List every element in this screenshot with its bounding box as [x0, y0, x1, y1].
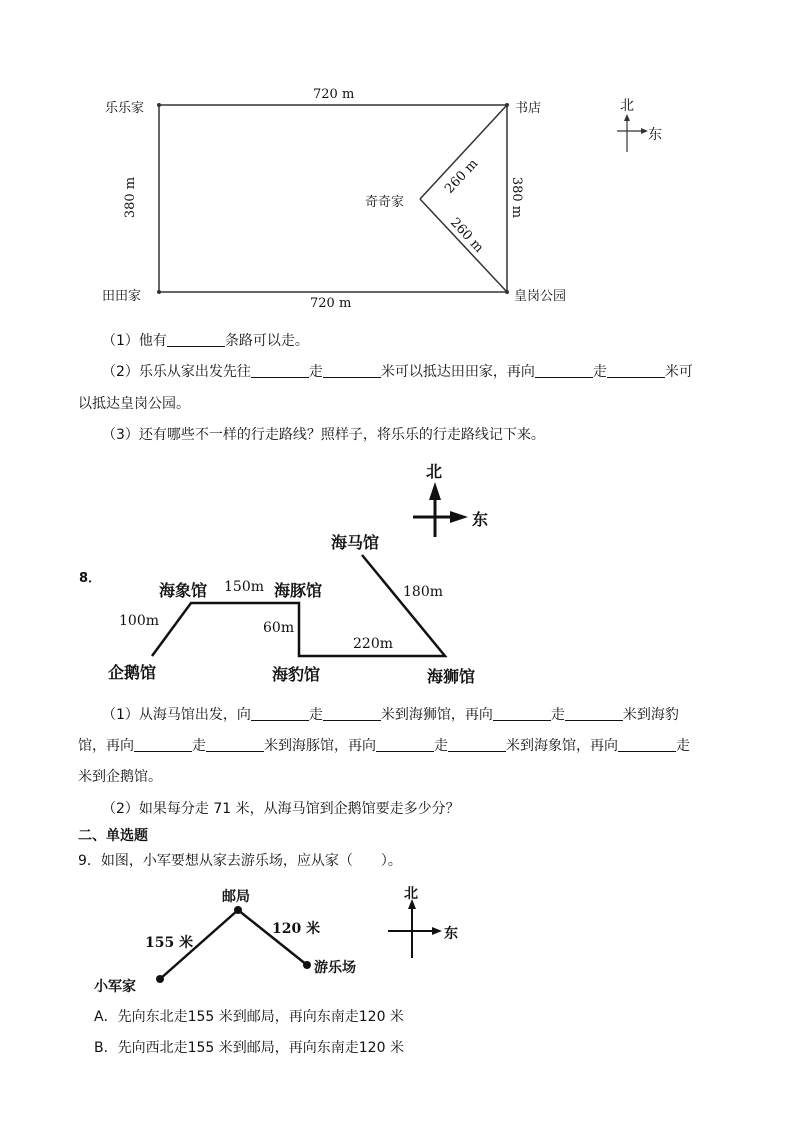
- map1-distance-right: 380 m: [509, 176, 525, 219]
- q8-compass-north-label: 北: [426, 462, 443, 481]
- q8-number: 8．: [79, 571, 102, 586]
- map1-dot-bookstore: [505, 103, 509, 107]
- q9-dot-playground: [303, 961, 311, 969]
- answer-blank[interactable]: [323, 706, 381, 721]
- map1-label-park: 皇岗公园: [514, 289, 567, 304]
- q8-sub1-text-g: 走: [192, 738, 206, 754]
- q8-distance-dolphin-leopard: 60m: [263, 620, 295, 636]
- q8-label-elephant-seal: 海象馆: [159, 581, 208, 600]
- q9-distance-post-playground: 120 米: [272, 921, 321, 937]
- q8-label-dolphin: 海豚馆: [274, 581, 323, 600]
- q7-sub1-text-b: 条路可以走。: [224, 333, 309, 349]
- q8-distance-penguin-elephant: 100m: [119, 613, 159, 629]
- q8-compass-east-arrow: [450, 511, 468, 523]
- q8-sub1-text-i: 走: [434, 738, 448, 754]
- q8-distance-elephant-dolphin: 150m: [224, 579, 264, 595]
- q8-compass-east-label: 东: [472, 510, 489, 529]
- q9-option-b[interactable]: B．先向西北走155 米到邮局，再向东南走120 米: [94, 1040, 404, 1056]
- map1-label-bookstore: 书店: [515, 101, 542, 116]
- map1-label-lele-home: 乐乐家: [105, 101, 145, 116]
- q8-distance-seahorse-sealion: 180m: [403, 584, 443, 600]
- answer-blank[interactable]: [251, 363, 309, 378]
- q8-route: [152, 555, 445, 656]
- q7-sub2-text-b: 走: [308, 364, 323, 380]
- answer-blank[interactable]: [251, 706, 309, 721]
- map1-label-tiantian-home: 田田家: [102, 289, 142, 304]
- map1-compass-east-label: 东: [648, 127, 662, 143]
- q8-sub1-text-e: 米到海豹: [622, 707, 679, 723]
- answer-blank[interactable]: [323, 363, 381, 378]
- q7-sub2-text-d: 走: [592, 364, 607, 380]
- map1-compass-east-arrow: [641, 128, 648, 134]
- q8-sub1-text-h: 米到海豚馆，再向: [264, 738, 376, 754]
- q9-option-a[interactable]: A．先向东北走155 米到邮局，再向东南走120 米: [94, 1009, 404, 1025]
- q9-compass-north-label: 北: [404, 886, 418, 902]
- answer-blank[interactable]: [493, 706, 551, 721]
- q8-sub1-text-k: 走: [676, 738, 690, 754]
- q8-label-leopard-seal: 海豹馆: [272, 665, 321, 684]
- q9-stem: 9．如图，小军要想从家去游乐场，应从家（ ）。: [78, 853, 402, 869]
- map1-distance-qiqi-park: 260 m: [447, 215, 487, 256]
- q7-sub2-continued: 以抵达皇岗公园。: [78, 396, 190, 412]
- q9-dot-home: [156, 975, 164, 983]
- map1-distance-bottom: 720 m: [310, 296, 352, 311]
- q8-sub1-text-b: 走: [308, 707, 323, 723]
- map1-distance-qiqi-bookstore: 260 m: [442, 156, 482, 197]
- q8-sub1-text-a: （1）从海马馆出发，向: [102, 707, 251, 723]
- map1-rectangle: [159, 105, 507, 292]
- q9-label-home: 小军家: [94, 979, 136, 995]
- answer-blank[interactable]: [618, 737, 676, 752]
- q8-sub1-text-f: 馆，再向: [78, 738, 134, 754]
- q8-compass-north-arrow: [429, 482, 441, 500]
- q7-sub2-text-a: （2）乐乐从家出发先往: [102, 364, 251, 380]
- answer-blank[interactable]: [565, 706, 623, 721]
- q7-sub2-text-c: 米可以抵达田田家，再向: [380, 364, 535, 380]
- answer-blank[interactable]: [607, 363, 665, 378]
- map1-dot-tiantian: [157, 290, 161, 294]
- q7-sub2: [102, 362, 693, 382]
- answer-blank[interactable]: [167, 332, 225, 347]
- q7-sub1-text-a: （1）他有: [102, 333, 167, 349]
- q9-compass-east-label: 东: [444, 926, 458, 942]
- q9-dot-post: [234, 906, 242, 914]
- q9-compass-east-arrow: [432, 927, 442, 935]
- map1-distance-left: 380 m: [123, 176, 139, 219]
- q8-sub1-line1: [102, 705, 679, 725]
- q8-sub1-text-j: 米到海象馆，再向: [506, 738, 618, 754]
- q9-label-playground: 游乐场: [314, 960, 356, 976]
- map1-dot-park: [505, 290, 509, 294]
- q8-label-penguin: 企鹅馆: [108, 663, 157, 682]
- map1-dot-lele: [157, 103, 161, 107]
- q8-label-seahorse: 海马馆: [331, 533, 380, 552]
- answer-blank[interactable]: [206, 737, 264, 752]
- q7-sub1: [102, 331, 309, 351]
- map1-compass-north-label: 北: [620, 98, 634, 114]
- map1-compass-north-arrow: [624, 114, 630, 121]
- map1-distance-top: 720 m: [313, 87, 355, 102]
- q9-label-post-office: 邮局: [222, 889, 250, 905]
- answer-blank[interactable]: [535, 363, 593, 378]
- answer-blank[interactable]: [448, 737, 506, 752]
- q8-sub1-text-c: 米到海狮馆，再向: [380, 707, 493, 723]
- q7-sub3: （3）还有哪些不一样的行走路线？照样子，将乐乐的行走路线记下来。: [102, 427, 545, 443]
- q8-sub1-line2: [78, 736, 690, 756]
- q8-distance-leopard-sealion: 220m: [353, 636, 393, 652]
- q8-sub1-line3: 米到企鹅馆。: [78, 769, 162, 785]
- answer-blank[interactable]: [376, 737, 434, 752]
- map1-line-qiqi-park: [420, 199, 507, 292]
- q8-sub1-text-d: 走: [550, 707, 565, 723]
- map1-label-qiqi-home: 奇奇家: [365, 195, 405, 210]
- q8-label-sea-lion: 海狮馆: [427, 667, 476, 686]
- q7-sub2-text-e: 米可: [664, 364, 693, 380]
- answer-blank[interactable]: [134, 737, 192, 752]
- q8-sub2: （2）如果每分走 71 米，从海马馆到企鹅馆要走多少分？: [102, 801, 460, 817]
- q9-distance-home-post: 155 米: [145, 935, 194, 951]
- section-title: 二、单选题: [78, 828, 148, 844]
